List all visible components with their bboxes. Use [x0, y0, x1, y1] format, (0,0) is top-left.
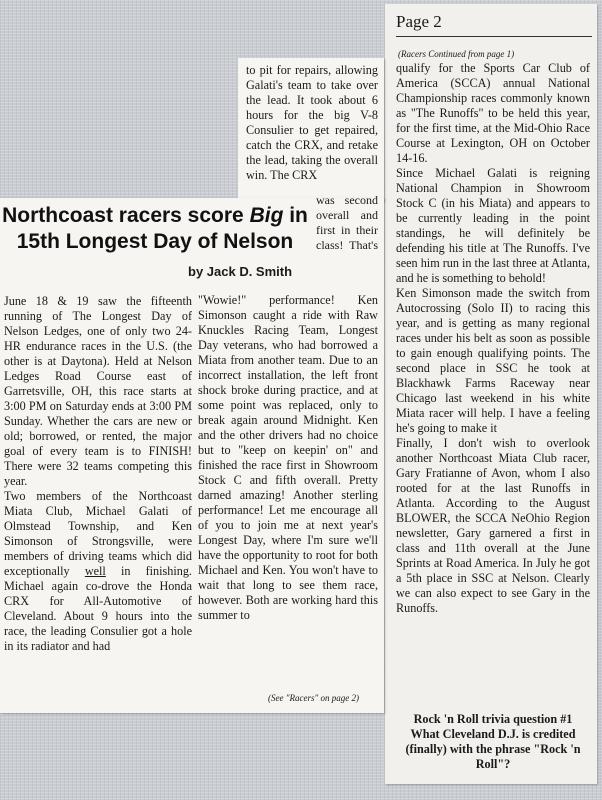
column-three-paragraph-2: Since Michael Galati is reigning National Champion in Showroom Stock C (in his Miata) and appears to be currently leading in the point standings, he will definitely be defending his title at The Runoffs. I've seen him run in the last three at Atlanta, and he is something to behold! [396, 166, 590, 285]
byline: by Jack D. Smith [188, 264, 293, 279]
column-three-paragraph-1: qualify for the Sports Car Club of America (SCCA) annual National Championship races commonly known as "The Runoffs" to be held this year, for the first time, at the Mid-Ohio Race Course at Lexington, OH on October 14-16. [396, 61, 590, 165]
column-two-main-text: "Wowie!" performance! Ken Simonson caught a ride with Raw Knuckles Racing Team, Longest Day veterans, who had borrowed a Miata from another team. Due to an incorrect installation, the left front shock broke during practice, and at some point was replaced, only to break again around Midnight. Ken and the other drivers had no choice but to "keep on keepin' on" and finished the race first in Showroom Stock C and fifth overall. Pretty darned amazing! Another sterling performance! Let me encourage all of you to join me at next year's Longest Day, where I'm sure we'll have the opportunity to root for both Michael and Ken. You won't have to wait that long to see them race, however. Both are working hard this summer to [198, 293, 378, 622]
column-one-paragraph-2: Two members of the Northcoast Miata Club, Michael Galati of Olmstead Township, and Ken Simonson of Strongsville, were members of driving teams which did exceptionally well in finishing. Michael again co-drove the Honda CRX for All-Automotive of Cleveland. About 9 hours into the race, the leading Consulier got a hole in its radiator and had [4, 489, 192, 653]
column-two-top [246, 63, 378, 205]
column-one-paragraph-1: June 18 & 19 saw the fifteenth running of The Longest Day of Nelson Ledges, one of only two 24-HR endurance races in the U.S. (the other is at Daytona). Held at Nelson Ledges Road Course east of Garretsville, OH, this race starts at 3:00 PM on Saturday ends at 3:00 PM Sunday. Whether the cars are new or old; borrowed, or rented, the major goal of every team is to FINISH! There were 32 teams competing this year. [4, 294, 192, 488]
page-label: Page 2 [396, 12, 442, 31]
continued-note: (Racers Continued from page 1) [398, 49, 515, 59]
column-two-main [198, 293, 378, 689]
column-three [396, 61, 590, 711]
trivia-question: Rock 'n Roll trivia question #1 What Cleveland D.J. is credited (finally) with the phrase "Rock 'n Roll"? [405, 712, 581, 771]
column-three-paragraph-4: Finally, I don't wish to overlook another Northcoast Miata Club racer, Gary Fratianne of Avon, whom I also rooted for at the last Runoffs in Atlanta. According to the August BLOWER, the SCCA NeOhio Region newsletter, Gary garnered a first in class and 11th overall at the June Sprints at Road America. In July he got a 5th place in SSC at Nelson. Clearly we can also expect to see Gary in the Runoffs. [396, 436, 590, 615]
column-two-narrow [316, 193, 378, 283]
see-racers-note: (See "Racers" on page 2) [268, 693, 360, 703]
column-two-top-text: to pit for repairs, allowing Galati's team to take over the lead. It took about 6 hours for the big V-8 Consulier to get repaired, catch the CRX, and retake the lead, taking the overall win. The CRX [246, 63, 378, 182]
column-two-narrow-text: was second overall and first in their class! That's [316, 193, 378, 252]
column-one [4, 294, 192, 706]
headline-line-1: Northcoast racers score Big in [2, 204, 308, 227]
headline-line-2: 15th Longest Day of Nelson [16, 230, 294, 253]
page-label-rule [396, 36, 592, 37]
headline [0, 203, 310, 255]
column-three-paragraph-3: Ken Simonson made the switch from Autocrossing (Solo II) to racing this year, and is getting as many regional races under his belt as soon as possible to gain enough qualifying points. The second place in SSC he took at Blackhawk Farms Raceway near Chicago last weekend in his white Miata racer will help. I have a feeling he's going to make it [396, 286, 590, 435]
